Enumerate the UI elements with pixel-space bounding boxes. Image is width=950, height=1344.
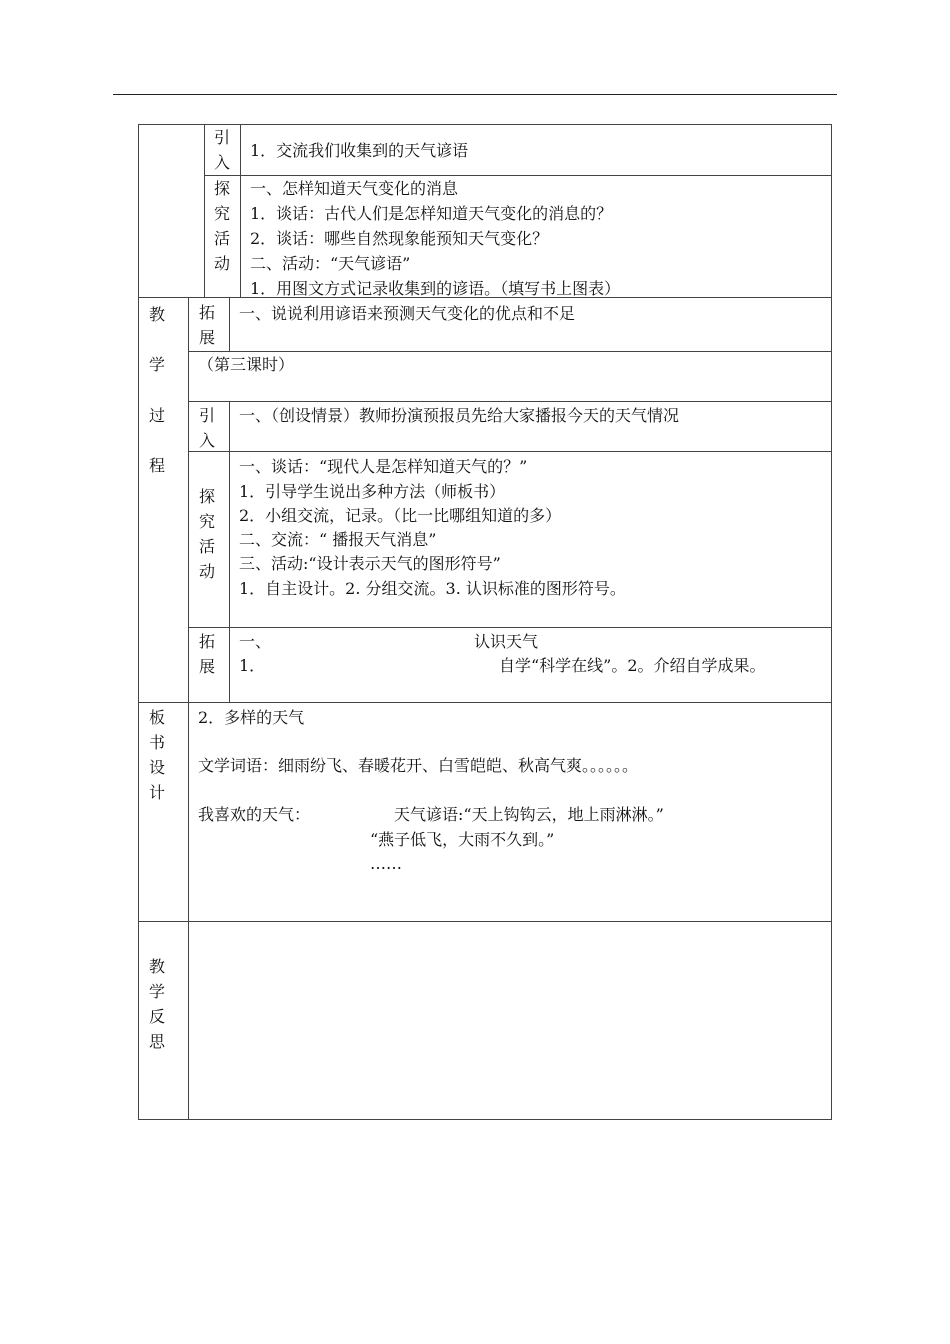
board-literary: 文学词语：细雨纷飞、春暖花开、白雪皑皑、秋高气爽。。。。。。	[198, 756, 639, 775]
extend2-label: 拓展	[198, 632, 215, 676]
extend2-text: 认识天气	[474, 632, 539, 651]
process-label-char: 学	[149, 355, 166, 374]
explore2-line: 1．引导学生说出多种方法（师板书）	[239, 482, 506, 501]
board-title: 2．多样的天气	[198, 708, 305, 727]
explore2-line: 一、谈话：“现代人是怎样知道天气的？”	[239, 457, 528, 476]
reflection-label: 教学反思	[148, 957, 165, 1051]
period-title: （第三课时）	[198, 355, 295, 374]
board-label: 板书设计	[148, 708, 165, 802]
board-ellipsis: ……	[370, 854, 402, 873]
intro2-label: 引入	[198, 406, 215, 450]
board-favorite-label: 我喜欢的天气：	[198, 805, 311, 824]
process-label-char: 程	[149, 456, 166, 475]
header-rule	[113, 94, 837, 95]
explore2-line: 1．自主设计。2. 分组交流。3. 认识标准的图形符号。	[239, 579, 626, 598]
intro2-line: 一、（创设情景）教师扮演预报员先给大家播报今天的天气情况	[239, 406, 680, 425]
extend1-line: 一、说说利用谚语来预测天气变化的优点和不足	[239, 304, 576, 323]
explore-line: 二、活动：“天气谚语”	[250, 254, 411, 273]
board-proverb: “燕子低飞，大雨不久到。”	[370, 830, 555, 849]
extend2-num: 一、	[239, 632, 272, 651]
board-proverb: 天气谚语:“天上钩钩云，地上雨淋淋。”	[394, 805, 664, 824]
process-label-char: 过	[149, 406, 166, 425]
explore-line: 1．谈话：古代人们是怎样知道天气变化的消息的？	[250, 204, 613, 223]
explore2-line: 三、活动:“设计表示天气的图形符号”	[239, 554, 501, 573]
extend2-num: 1．	[239, 656, 266, 675]
extend1-label: 拓展	[198, 303, 215, 347]
extend2-text: 自学“科学在线”。2。介绍自学成果。	[499, 656, 766, 675]
explore-line: 2．谈话：哪些自然现象能预知天气变化？	[250, 229, 549, 248]
explore2-label: 探究活动	[198, 487, 215, 581]
explore-label: 探究活动	[213, 179, 230, 273]
explore-line: 1．用图文方式记录收集到的谚语。（填写书上图表）	[250, 279, 621, 298]
intro-line: 1．交流我们收集到的天气谚语	[250, 141, 469, 160]
explore2-line: 2．小组交流，记录。（比一比哪组知道的多）	[239, 506, 562, 525]
explore-line: 一、怎样知道天气变化的消息	[250, 179, 459, 198]
explore2-line: 二、交流：“ 播报天气消息”	[239, 530, 437, 549]
intro-label: 引入	[213, 128, 230, 172]
process-label-char: 教	[149, 305, 166, 324]
